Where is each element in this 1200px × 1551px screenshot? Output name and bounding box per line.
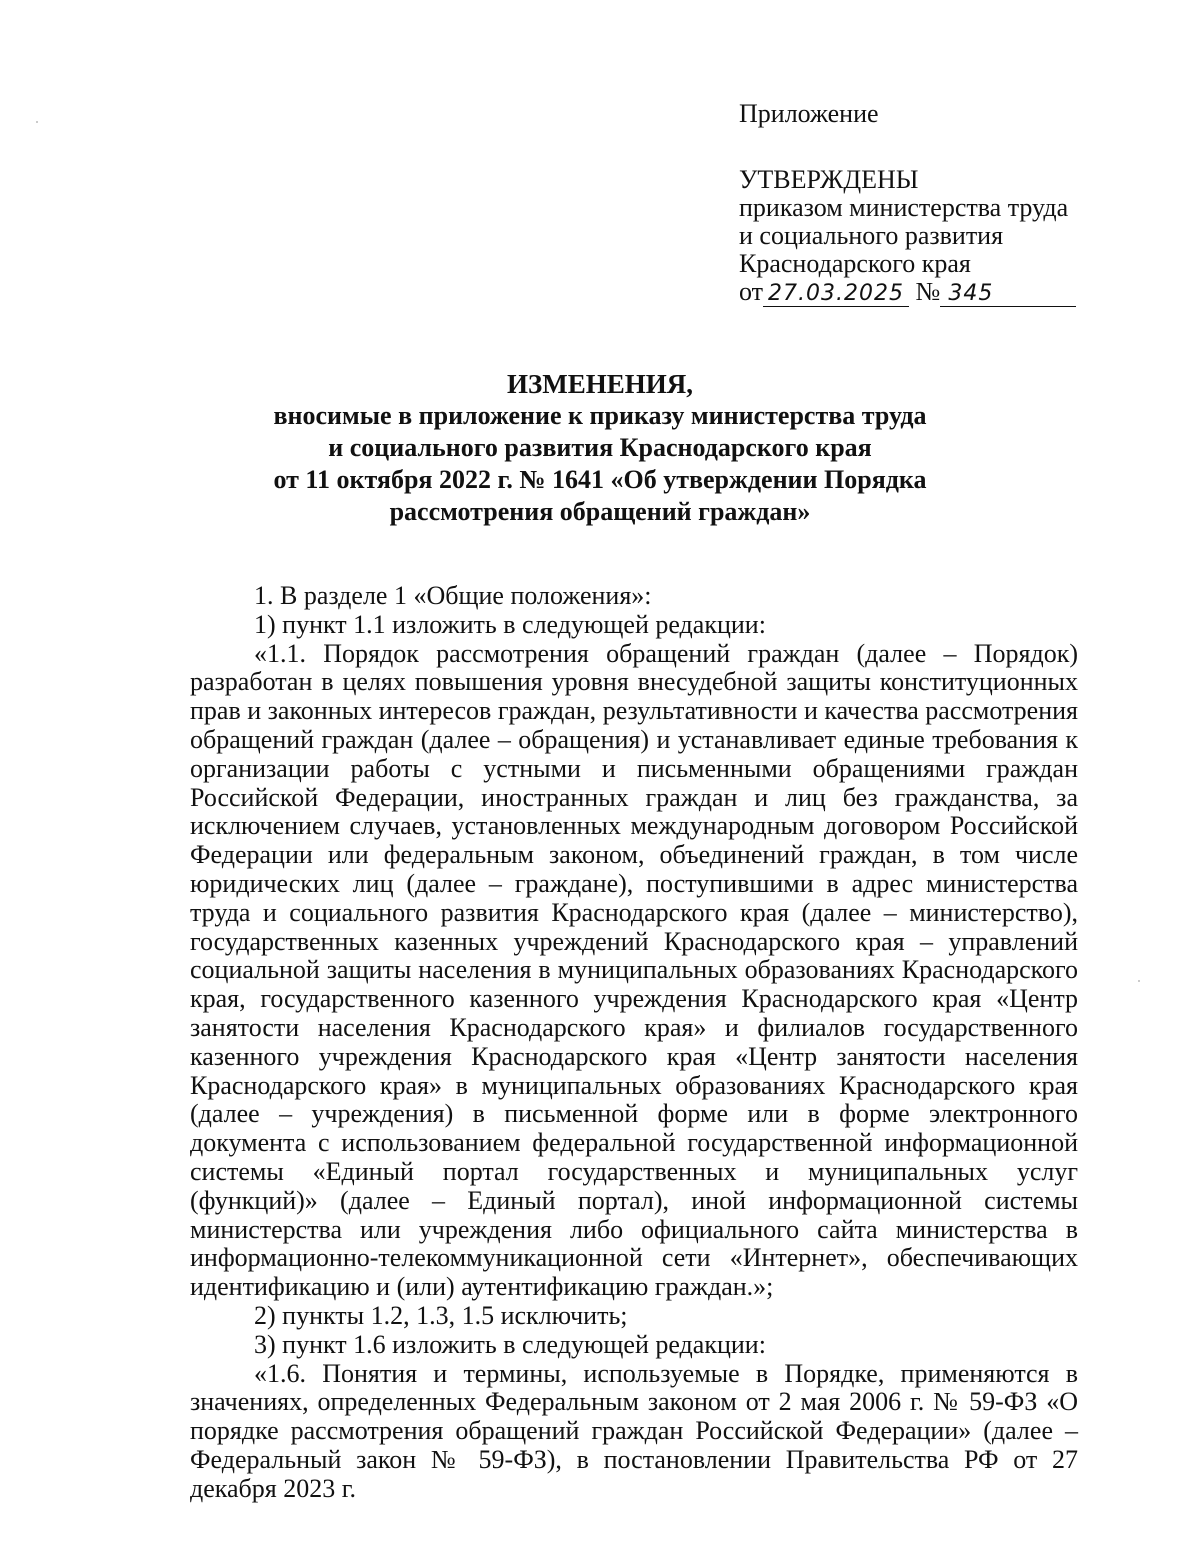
title-line: и социального развития Краснодарского края bbox=[328, 433, 872, 462]
document-body bbox=[190, 582, 1078, 1504]
order-date-field bbox=[763, 280, 909, 307]
appendix-label: Приложение bbox=[739, 99, 879, 128]
order-number-field bbox=[940, 280, 1076, 307]
order-date-handwritten: 27.03.2025 bbox=[768, 281, 905, 306]
body-paragraph: «1.6. Понятия и термины, используемые в Порядке, применяются в значениях, определенных Федеральным законом от 2 мая 2006 г. № 59-ФЗ «О порядке рассмотрения обращений граждан Российской Федерации» (далее – Федеральный закон № 59-ФЗ), в постановлении Правительства РФ от 27 декабря 2023 г. bbox=[190, 1358, 1078, 1503]
title-heading: ИЗМЕНЕНИЯ, bbox=[506, 369, 693, 399]
approval-line: Краснодарского края bbox=[739, 249, 971, 278]
body-paragraph: «1.1. Порядок рассмотрения обращений граждан (далее – Порядок) разработан в целях повышения уровня внесудебной защиты конституционных прав и законных интересов граждан, результативности и качества рассмотрения обращений граждан (далее – обращения) и устанавливает единые требования к организации работы с устными и письменными обращениями граждан Российской Федерации, иностранных граждан и лиц без гражданства, за исключением случаев, установленных международным договором Российской Федерации или федеральным законом, объединений граждан, в том числе юридических лиц (далее – граждане), поступившими в адрес министерства труда и социального развития Краснодарского края (далее – министерство), государственных казенных учреждений Краснодарского края – управлений социальной защиты населения в муниципальных образованиях Краснодарского края, государственного казенного учреждения Краснодарского края «Центр занятости населения Краснодарского края» и филиалов государственного казенного учреждения Краснодарского края «Центр занятости населения Краснодарского края» в муниципальных образованиях Краснодарского края (далее – учреждения) в письменной форме или в форме электронного документа с использованием федеральной государственной информационной системы «Единый портал государственных и муниципальных услуг (функций)» (далее – Единый портал), иной информационной системы министерства или учреждения либо официального сайта министерства в информационно-телекоммуникационной сети «Интернет», обеспечивающих идентификацию и (или) аутентификацию граждан.»; bbox=[190, 638, 1078, 1302]
title-line: от 11 октября 2022 г. № 1641 «Об утверждении Порядка bbox=[273, 465, 927, 494]
approved-label: УТВЕРЖДЕНЫ bbox=[739, 165, 919, 194]
order-line bbox=[739, 278, 1099, 307]
document-title bbox=[190, 368, 1010, 528]
approval-stamp-block bbox=[739, 100, 1099, 307]
body-paragraph: 1. В разделе 1 «Общие положения»: bbox=[254, 581, 652, 610]
body-paragraph: 3) пункт 1.6 изложить в следующей редакции: bbox=[254, 1329, 766, 1359]
approval-line: приказом министерства труда bbox=[739, 193, 1069, 222]
title-line: рассмотрения обращений граждан» bbox=[389, 497, 811, 526]
body-paragraph: 1) пункт 1.1 изложить в следующей редакции: bbox=[254, 609, 766, 639]
scan-speck bbox=[36, 121, 38, 123]
scan-speck bbox=[1138, 980, 1140, 982]
order-number-handwritten: 345 bbox=[948, 281, 994, 306]
order-number-prefix: № bbox=[915, 277, 941, 306]
order-date-prefix: от bbox=[739, 277, 764, 306]
body-paragraph: 2) пункты 1.2, 1.3, 1.5 исключить; bbox=[254, 1300, 628, 1330]
approval-line: и социального развития bbox=[739, 221, 1004, 250]
title-line: вносимые в приложение к приказу министерства труда bbox=[273, 401, 927, 430]
